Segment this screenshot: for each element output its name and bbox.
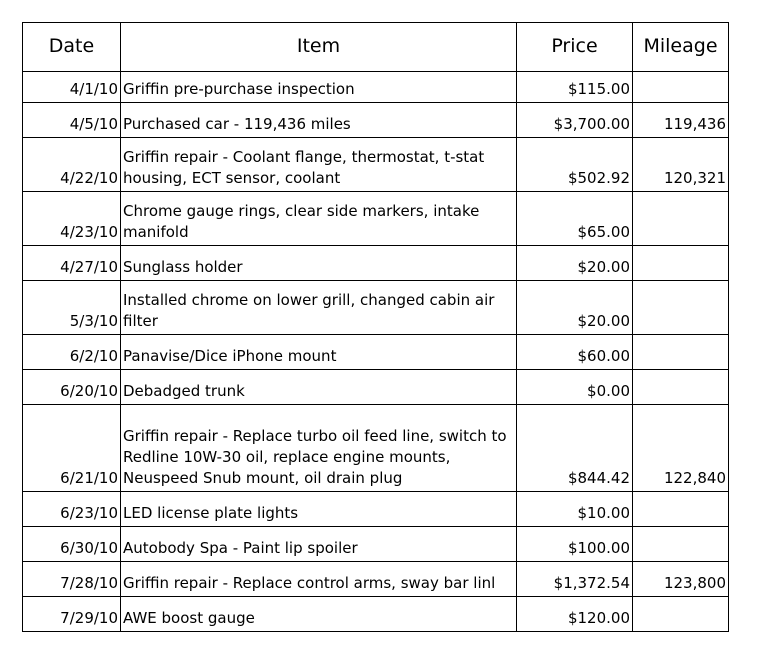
- row-date: 4/23/10: [23, 192, 121, 246]
- table-row: [23, 138, 729, 192]
- header-price: Price: [517, 23, 633, 72]
- row-date: 6/21/10: [23, 405, 121, 492]
- row-item: Chrome gauge rings, clear side markers, intake manifold: [121, 192, 517, 246]
- row-mileage: [633, 335, 729, 370]
- table-row: [23, 405, 729, 492]
- row-price: $3,700.00: [517, 103, 633, 138]
- header-item: Item: [121, 23, 517, 72]
- row-date: 4/5/10: [23, 103, 121, 138]
- row-price: $502.92: [517, 138, 633, 192]
- row-price: $120.00: [517, 597, 633, 632]
- row-mileage: 123,800: [633, 562, 729, 597]
- row-item: AWE boost gauge: [121, 597, 517, 632]
- row-item: Purchased car - 119,436 miles: [121, 103, 517, 138]
- row-price: $20.00: [517, 246, 633, 281]
- row-mileage: 120,321: [633, 138, 729, 192]
- row-date: 7/29/10: [23, 597, 121, 632]
- table-row: [23, 103, 729, 138]
- row-item: Panavise/Dice iPhone mount: [121, 335, 517, 370]
- row-mileage: [633, 492, 729, 527]
- row-price: $1,372.54: [517, 562, 633, 597]
- row-item: LED license plate lights: [121, 492, 517, 527]
- table-row: [23, 192, 729, 246]
- row-item: Griffin repair - Coolant flange, thermostat, t-stat housing, ECT sensor, coolant: [121, 138, 517, 192]
- row-item: Griffin pre-purchase inspection: [121, 72, 517, 103]
- header-mileage: Mileage: [633, 23, 729, 72]
- row-mileage: [633, 597, 729, 632]
- row-date: 4/22/10: [23, 138, 121, 192]
- row-date: 7/28/10: [23, 562, 121, 597]
- row-date: 4/1/10: [23, 72, 121, 103]
- row-mileage: [633, 192, 729, 246]
- row-item: Griffin repair - Replace control arms, sway bar linl: [121, 562, 517, 597]
- row-date: 6/30/10: [23, 527, 121, 562]
- row-price: $65.00: [517, 192, 633, 246]
- table-row: [23, 492, 729, 527]
- row-date: 6/20/10: [23, 370, 121, 405]
- header-date: Date: [23, 23, 121, 72]
- expense-table: [22, 22, 729, 632]
- row-price: $10.00: [517, 492, 633, 527]
- table-row: [23, 597, 729, 632]
- row-date: 5/3/10: [23, 281, 121, 335]
- table-row: [23, 246, 729, 281]
- row-item: Autobody Spa - Paint lip spoiler: [121, 527, 517, 562]
- row-price: $0.00: [517, 370, 633, 405]
- row-mileage: 119,436: [633, 103, 729, 138]
- row-mileage: [633, 246, 729, 281]
- row-mileage: 122,840: [633, 405, 729, 492]
- header-row: [23, 23, 729, 72]
- row-mileage: [633, 281, 729, 335]
- row-price: $20.00: [517, 281, 633, 335]
- row-mileage: [633, 527, 729, 562]
- table-row: [23, 370, 729, 405]
- row-date: 4/27/10: [23, 246, 121, 281]
- row-date: 6/23/10: [23, 492, 121, 527]
- row-mileage: [633, 72, 729, 103]
- table-row: [23, 335, 729, 370]
- row-price: $60.00: [517, 335, 633, 370]
- row-price: $115.00: [517, 72, 633, 103]
- row-price: $844.42: [517, 405, 633, 492]
- table-row: [23, 562, 729, 597]
- table-row: [23, 527, 729, 562]
- table-row: [23, 72, 729, 103]
- row-item: Debadged trunk: [121, 370, 517, 405]
- table-row: [23, 281, 729, 335]
- row-date: 6/2/10: [23, 335, 121, 370]
- row-item: Sunglass holder: [121, 246, 517, 281]
- row-item: Installed chrome on lower grill, changed cabin air filter: [121, 281, 517, 335]
- row-price: $100.00: [517, 527, 633, 562]
- row-mileage: [633, 370, 729, 405]
- row-item: Griffin repair - Replace turbo oil feed line, switch to Redline 10W-30 oil, replace engine mounts, Neuspeed Snub mount, oil drain plug: [121, 405, 517, 492]
